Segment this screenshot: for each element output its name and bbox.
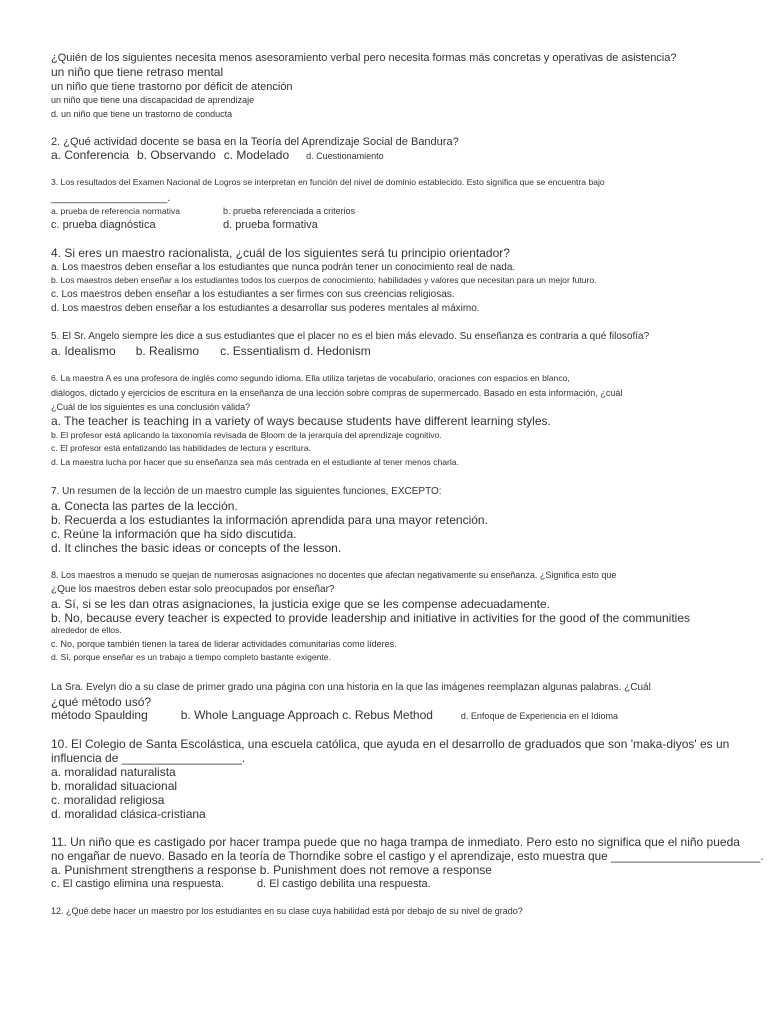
question-6-option-c: c. El profesor está enfatizando las habilidades de lectura y escritura. — [51, 443, 311, 453]
question-1-stem: ¿Quién de los siguientes necesita menos asesoramiento verbal pero necesita formas más concretas y operativas de asistencia? — [51, 52, 677, 64]
question-11-option-c: c. El castigo elimina una respuesta. — [51, 878, 225, 890]
question-6-option-d: d. La maestra lucha por hacer que su enseñanza sea más centrada en el estudiante al tener menos charla. — [51, 457, 459, 467]
question-3-options-cd — [51, 219, 318, 232]
question-5-stem: 5. El Sr. Angelo siempre les dice a sus estudiantes que el placer no es el bien más elevado. Su enseñanza es contraria a qué filosofía? — [51, 331, 650, 342]
question-10-stem-line-2: influencia de __________________. — [51, 751, 246, 765]
question-6-option-a: a. The teacher is teaching in a variety of ways because students have different learning styles. — [51, 414, 551, 428]
question-6-stem-line-1: 6. La maestra A es una profesora de inglés como segundo idioma. Ella utiliza tarjetas de vocabulario, oraciones con espacios en blanco, — [51, 373, 570, 383]
question-4-option-b: b. Los maestros deben enseñar a los estudiantes todos los cuerpos de conocimiento, habilidades y valores que necesitan para un mejor futuro. — [51, 275, 597, 285]
question-11-options-cd — [51, 878, 431, 891]
question-2-option-d: d. Cuestionamiento — [306, 151, 384, 161]
question-4-option-a: a. Los maestros deben enseñar a los estudiantes que nunca podrán tener un conocimiento real de nada. — [51, 262, 516, 273]
question-6-stem-line-3: ¿Cuál de los siguientes es una conclusión válida? — [51, 402, 251, 412]
question-11-option-d: d. El castigo debilita una respuesta. — [257, 878, 431, 890]
question-8-option-d: d. Sí, porque enseñar es un trabajo a tiempo completo bastante exigente. — [51, 652, 331, 662]
question-9-stem-line-1: La Sra. Evelyn dio a su clase de primer grado una página con una historia en la que las imágenes reemplazan algunas palabras. ¿Cuál — [51, 682, 651, 693]
question-2-stem: 2. ¿Qué actividad docente se basa en la Teoría del Aprendizaje Social de Bandura? — [51, 136, 459, 148]
question-3-option-a: a. prueba de referencia normativa — [51, 206, 180, 216]
question-4-option-c: c. Los maestros deben enseñar a los estudiantes a ser firmes con sus creencias religiosas. — [51, 289, 455, 300]
question-7-option-c: c. Reúne la información que ha sido discutida. — [51, 527, 297, 541]
question-8-stem-line-2: ¿Que los maestros deben estar solo preocupados por enseñar? — [51, 584, 335, 595]
question-5-option-cd: c. Essentialism d. Hedonism — [220, 344, 371, 358]
question-3-option-d: d. prueba formativa — [223, 219, 318, 231]
question-12-stem: 12. ¿Qué debe hacer un maestro por los estudiantes en su clase cuya habilidad está por debajo de su nivel de grado? — [51, 906, 523, 916]
question-2-options — [51, 149, 384, 163]
question-4-option-d: d. Los maestros deben enseñar a los estudiantes a desarrollar sus poderes mentales al máximo. — [51, 303, 480, 314]
question-11-stem-line-1: 11. Un niño que es castigado por hacer trampa puede que no haga trampa de inmediato. Pero esto no significa que el niño pueda — [51, 835, 740, 849]
question-8-option-a: a. Sí, si se les dan otras asignaciones, la justicia exige que se les compense adecuadamente. — [51, 597, 550, 611]
question-10-option-b: b. moralidad situacional — [51, 779, 178, 793]
question-1-option-c: un niño que tiene una discapacidad de aprendizaje — [51, 95, 255, 105]
question-1-option-d: d. un niño que tiene un trastorno de conducta — [51, 109, 233, 119]
question-9-stem-line-2: ¿qué método usó? — [51, 695, 152, 709]
question-3-option-c: c. prueba diagnóstica — [51, 219, 156, 231]
question-10-option-a: a. moralidad naturalista — [51, 765, 176, 779]
question-6-option-b: b. El profesor está aplicando la taxonomía revisada de Bloom de la jerarquía del aprendizaje cognitivo. — [51, 430, 442, 440]
question-3-option-b: b. prueba referenciada a criterios — [223, 206, 356, 216]
question-9-option-bc: b. Whole Language Approach c. Rebus Method — [180, 708, 433, 722]
question-3-stem: 3. Los resultados del Examen Nacional de Logros se interpretan en función del nivel de dominio establecido. Esto significa que se encuentra bajo — [51, 177, 605, 187]
question-9-option-d: d. Enfoque de Experiencia en el Idioma — [460, 711, 619, 721]
question-3-options-ab — [51, 206, 355, 217]
question-9-option-a: método Spaulding — [51, 708, 148, 722]
question-7-option-a: a. Conecta las partes de la lección. — [51, 499, 238, 513]
question-6-stem-line-2: diálogos, dictado y ejercicios de escritura en la enseñanza de una lección sobre compras de supermercado. Basado en esta información, ¿cuál — [51, 388, 623, 398]
question-2-option-c: c. Modelado — [223, 148, 290, 162]
question-10-option-c: c. moralidad religiosa — [51, 793, 165, 807]
question-8-option-b-line-2: alrededor de ellos. — [51, 625, 122, 635]
question-5-options — [51, 345, 371, 359]
question-1-option-a: un niño que tiene retraso mental — [51, 65, 224, 79]
question-3-blank: ___________________. — [51, 192, 171, 204]
question-10-stem-line-1: 10. El Colegio de Santa Escolástica, una escuela católica, que ayuda en el desarrollo de graduados que son 'maka-diyos' es un — [51, 737, 730, 751]
question-8-option-b-line-1: b. No, because every teacher is expected to provide leadership and initiative in activities for the good of the communities — [51, 611, 691, 625]
question-7-stem: 7. Un resumen de la lección de un maestro cumple las siguientes funciones, EXCEPTO: — [51, 486, 442, 497]
question-9-options — [51, 709, 618, 723]
question-7-option-b: b. Recuerda a los estudiantes la información aprendida para una mayor retención. — [51, 513, 488, 527]
question-2-option-b: b. Observando — [137, 148, 216, 162]
question-5-option-a: a. Idealismo — [51, 344, 116, 358]
question-8-stem-line-1: 8. Los maestros a menudo se quejan de numerosas asignaciones no docentes que afectan negativamente su enseñanza. ¿Significa esto que — [51, 570, 617, 580]
question-2-option-a: a. Conferencia — [51, 148, 130, 162]
question-4-stem: 4. Si eres un maestro racionalista, ¿cuál de los siguientes será tu principio orientador? — [51, 246, 510, 260]
question-10-option-d: d. moralidad clásica-cristiana — [51, 807, 206, 821]
question-1-option-b: un niño que tiene trastorno por déficit de atención — [51, 81, 293, 93]
question-5-option-b: b. Realismo — [135, 344, 200, 358]
question-8-option-c: c. No, porque también tienen la tarea de liderar actividades comunitarias como líderes. — [51, 639, 397, 649]
question-11-stem-line-2: no engañar de nuevo. Basado en la teoría de Thorndike sobre el castigo y el aprendizaje, esto muestra que _______________________. — [51, 850, 764, 863]
question-7-option-d: d. It clinches the basic ideas or concepts of the lesson. — [51, 541, 342, 555]
question-11-option-ab: a. Punishment strengthens a response b. Punishment does not remove a response — [51, 863, 492, 877]
